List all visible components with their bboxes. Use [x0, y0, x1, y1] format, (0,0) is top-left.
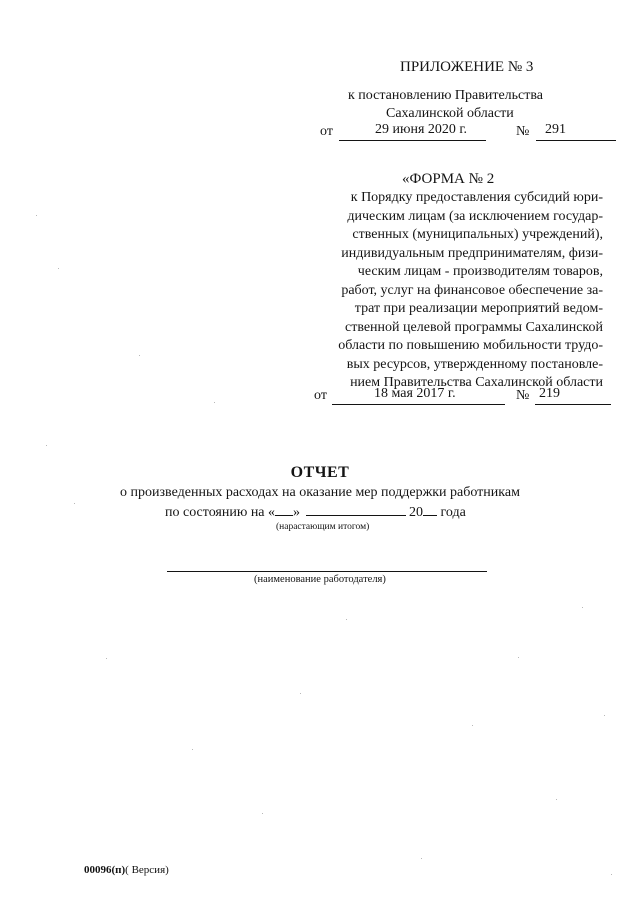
appendix-number-underline — [536, 139, 616, 141]
appendix-number-value: 291 — [545, 122, 566, 137]
form-number-value: 219 — [539, 386, 560, 401]
document-code-number: 00096(п) — [84, 864, 126, 876]
region-name: Сахалинской области — [386, 106, 514, 121]
appendix-title: ПРИЛОЖЕНИЕ № 3 — [400, 59, 534, 75]
scan-speck — [346, 619, 347, 620]
report-state-line — [165, 503, 466, 521]
employer-name-line — [167, 570, 487, 572]
procedure-line: индивидуальным предпринимателям, физи- — [341, 245, 603, 261]
state-day-blank — [275, 503, 293, 516]
scan-speck — [300, 693, 301, 694]
appendix-date-underline — [339, 139, 486, 141]
scan-speck — [604, 715, 605, 716]
procedure-line: области по повышению мобильности трудо- — [338, 338, 603, 353]
procedure-line: нием Правительства Сахалинской области — [350, 375, 603, 390]
state-year-prefix: 20 — [409, 505, 424, 520]
form-date-prefix: от — [314, 388, 327, 403]
scan-speck — [192, 749, 193, 750]
scan-speck — [74, 503, 75, 504]
procedure-text — [313, 189, 603, 393]
scan-speck — [139, 355, 140, 356]
form-date-underline — [332, 403, 505, 405]
decree-reference: к постановлению Правительства — [348, 88, 544, 103]
state-year-blank — [423, 503, 437, 516]
form-number-underline — [535, 403, 611, 405]
form-title: «ФОРМА № 2 — [402, 171, 495, 187]
form-date-value: 18 мая 2017 г. — [374, 386, 456, 401]
procedure-line: ственных (муниципальных) учреждений), — [352, 227, 603, 242]
scan-speck — [58, 268, 59, 269]
scan-speck — [518, 657, 519, 658]
procedure-line: ственной целевой программы Сахалинской — [344, 319, 603, 335]
procedure-line: к Порядку предоставления субсидий юри- — [350, 190, 603, 205]
scan-speck — [582, 607, 583, 608]
appendix-date-value: 29 июня 2020 г. — [375, 122, 468, 137]
scan-speck — [421, 858, 422, 859]
state-prefix: по состоянию на « — [165, 505, 276, 520]
procedure-line: ческим лицам - производителям товаров, — [357, 264, 603, 279]
scan-speck — [214, 402, 215, 403]
procedure-line: трат при реализации мероприятий ведом- — [354, 301, 603, 316]
procedure-line: вых ресурсов, утвержденному постановле- — [346, 356, 603, 372]
document-version: ( Версия) — [125, 864, 169, 876]
state-month-blank — [306, 503, 406, 516]
scan-speck — [262, 813, 263, 814]
scan-speck — [556, 799, 557, 800]
document-code — [84, 864, 169, 876]
procedure-line: дическим лицам (за исключением государ- — [347, 208, 603, 224]
employer-caption: (наименование работодателя) — [254, 574, 386, 585]
scan-speck — [46, 445, 47, 446]
scan-speck — [106, 658, 107, 659]
procedure-line: работ, услуг на финансовое обеспечение за- — [341, 282, 603, 298]
scan-speck — [472, 725, 473, 726]
form-number-sign: № — [516, 388, 530, 403]
appendix-number-sign: № — [516, 124, 530, 139]
appendix-date-prefix: от — [320, 124, 333, 139]
cumulative-caption: (нарастающим итогом) — [276, 522, 370, 532]
scan-speck — [36, 215, 37, 216]
state-quote-close: » — [293, 505, 301, 520]
report-heading: ОТЧЕТ — [290, 464, 350, 481]
report-subtitle: о произведенных расходах на оказание мер поддержки работникам — [120, 485, 520, 500]
scan-speck — [611, 874, 612, 875]
state-suffix: года — [440, 505, 466, 520]
